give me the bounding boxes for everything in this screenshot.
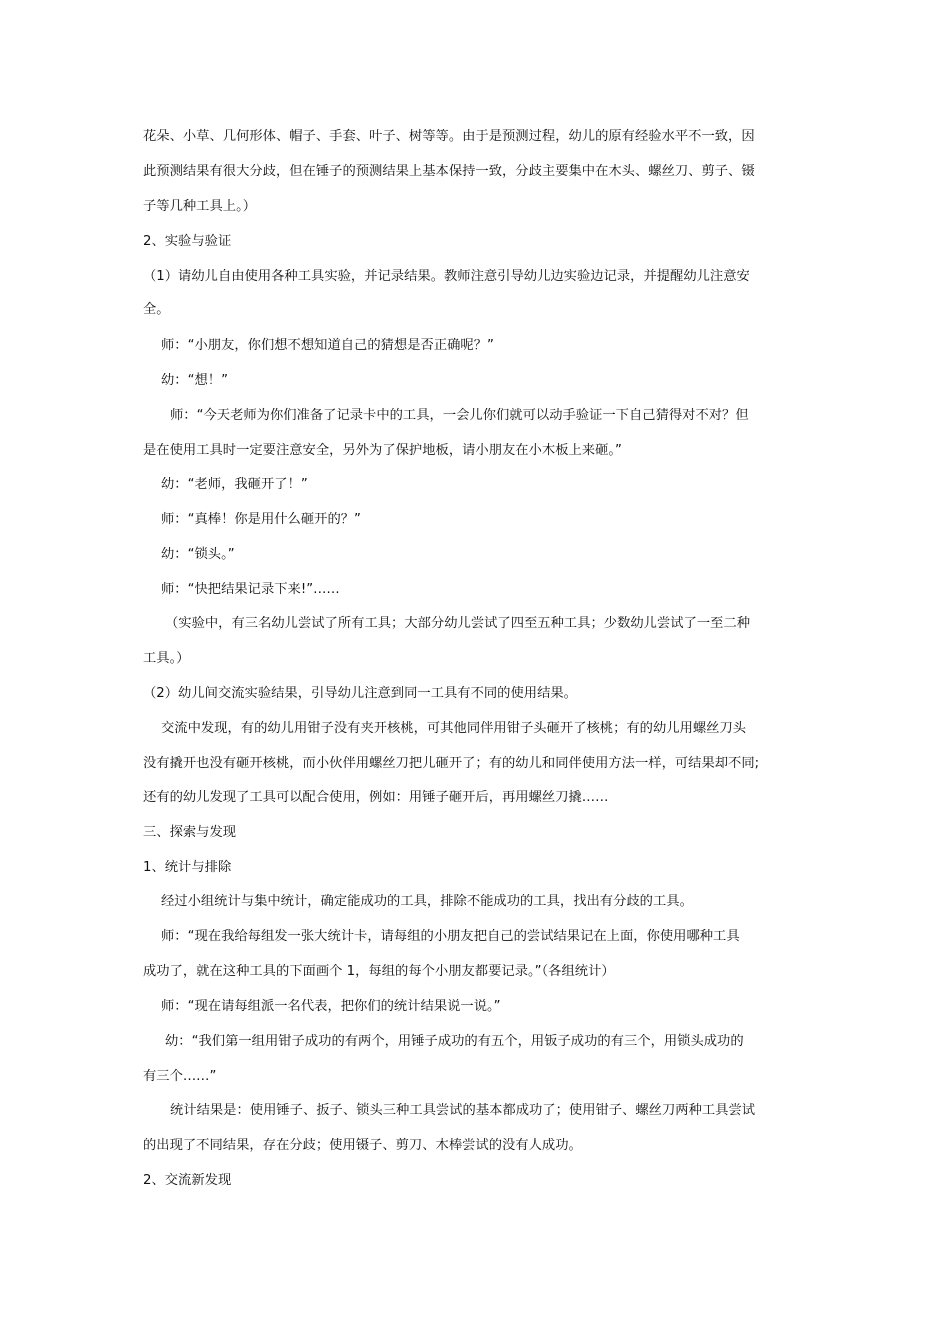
dialogue-line: 幼：“想！” xyxy=(161,373,228,388)
body-text-line: 工具。） xyxy=(143,651,190,666)
dialogue-line: 幼：“老师，我砸开了！” xyxy=(161,477,308,492)
dialogue-line: 幼：“锁头。” xyxy=(161,547,235,562)
section-heading: 1、统计与排除 xyxy=(143,860,232,875)
dialogue-line: 师：“真棒！你是用什么砸开的？” xyxy=(161,512,361,527)
dialogue-line: 成功了，就在这种工具的下面画个 1，每组的每个小朋友都要记录。”（各组统计） xyxy=(143,964,615,979)
body-text-line: 子等几种工具上。） xyxy=(143,199,257,214)
body-text-line: 全。 xyxy=(143,302,170,317)
section-heading: 2、实验与验证 xyxy=(143,234,232,249)
dialogue-line: 有三个……” xyxy=(143,1069,217,1084)
body-text-line: 花朵、小草、几何形体、帽子、手套、叶子、树等等。由于是预测过程，幼儿的原有经验水平不一致，因 xyxy=(143,129,755,144)
body-text-line: 统计结果是：使用锤子、扳子、锁头三种工具尝试的基本都成功了；使用钳子、螺丝刀两种工具尝试 xyxy=(170,1103,756,1118)
section-heading: 2、交流新发现 xyxy=(143,1173,232,1188)
body-text-line: 没有撬开也没有砸开核桃，而小伙伴用螺丝刀把儿砸开了；有的幼儿和同伴使用方法一样，可结果却不同; xyxy=(143,756,760,771)
body-text-line: 经过小组统计与集中统计，确定能成功的工具，排除不能成功的工具，找出有分歧的工具。 xyxy=(161,894,693,909)
body-text-line: 的出现了不同结果，存在分歧；使用镊子、剪刀、木棒尝试的没有人成功。 xyxy=(143,1138,582,1153)
dialogue-line: 幼：“我们第一组用钳子成功的有两个，用锤子成功的有五个，用钣子成功的有三个，用锁头成功的 xyxy=(165,1034,744,1049)
dialogue-line: 师：“今天老师为你们准备了记录卡中的工具，一会儿你们就可以动手验证一下自己猜得对不对？但 xyxy=(170,408,749,423)
body-text-line: 此预测结果有很大分歧，但在锤子的预测结果上基本保持一致，分歧主要集中在木头、螺丝刀、剪子、镊 xyxy=(143,164,755,179)
dialogue-line: 师：“快把结果记录下来!”…… xyxy=(161,582,340,597)
dialogue-line: 师：“现在请每组派一名代表，把你们的统计结果说一说。” xyxy=(161,999,501,1014)
dialogue-line: 师：“现在我给每组发一张大统计卡，请每组的小朋友把自己的尝试结果记在上面，你使用哪种工具 xyxy=(161,929,740,944)
section-heading: 三、探索与发现 xyxy=(143,825,237,840)
body-text-line: 交流中发现，有的幼儿用钳子没有夹开核桃，可其他同伴用钳子头砸开了核桃；有的幼儿用螺丝刀头 xyxy=(161,721,747,736)
dialogue-line: 是在使用工具时一定要注意安全，另外为了保护地板，请小朋友在小木板上来砸。” xyxy=(143,443,622,458)
body-text-line: （1）请幼儿自由使用各种工具实验，并记录结果。教师注意引导幼儿边实验边记录，并提醒幼儿注意安 xyxy=(143,269,750,284)
dialogue-line: 师：“小朋友，你们想不想知道自己的猜想是否正确呢？” xyxy=(161,338,494,353)
body-text-line: （实验中，有三名幼儿尝试了所有工具；大部分幼儿尝试了四至五种工具；少数幼儿尝试了一至二种 xyxy=(165,616,751,631)
body-text-line: 还有的幼儿发现了工具可以配合使用，例如：用锤子砸开后，再用螺丝刀撬…… xyxy=(143,790,609,805)
body-text-line: （2）幼儿间交流实验结果，引导幼儿注意到同一工具有不同的使用结果。 xyxy=(143,686,577,701)
